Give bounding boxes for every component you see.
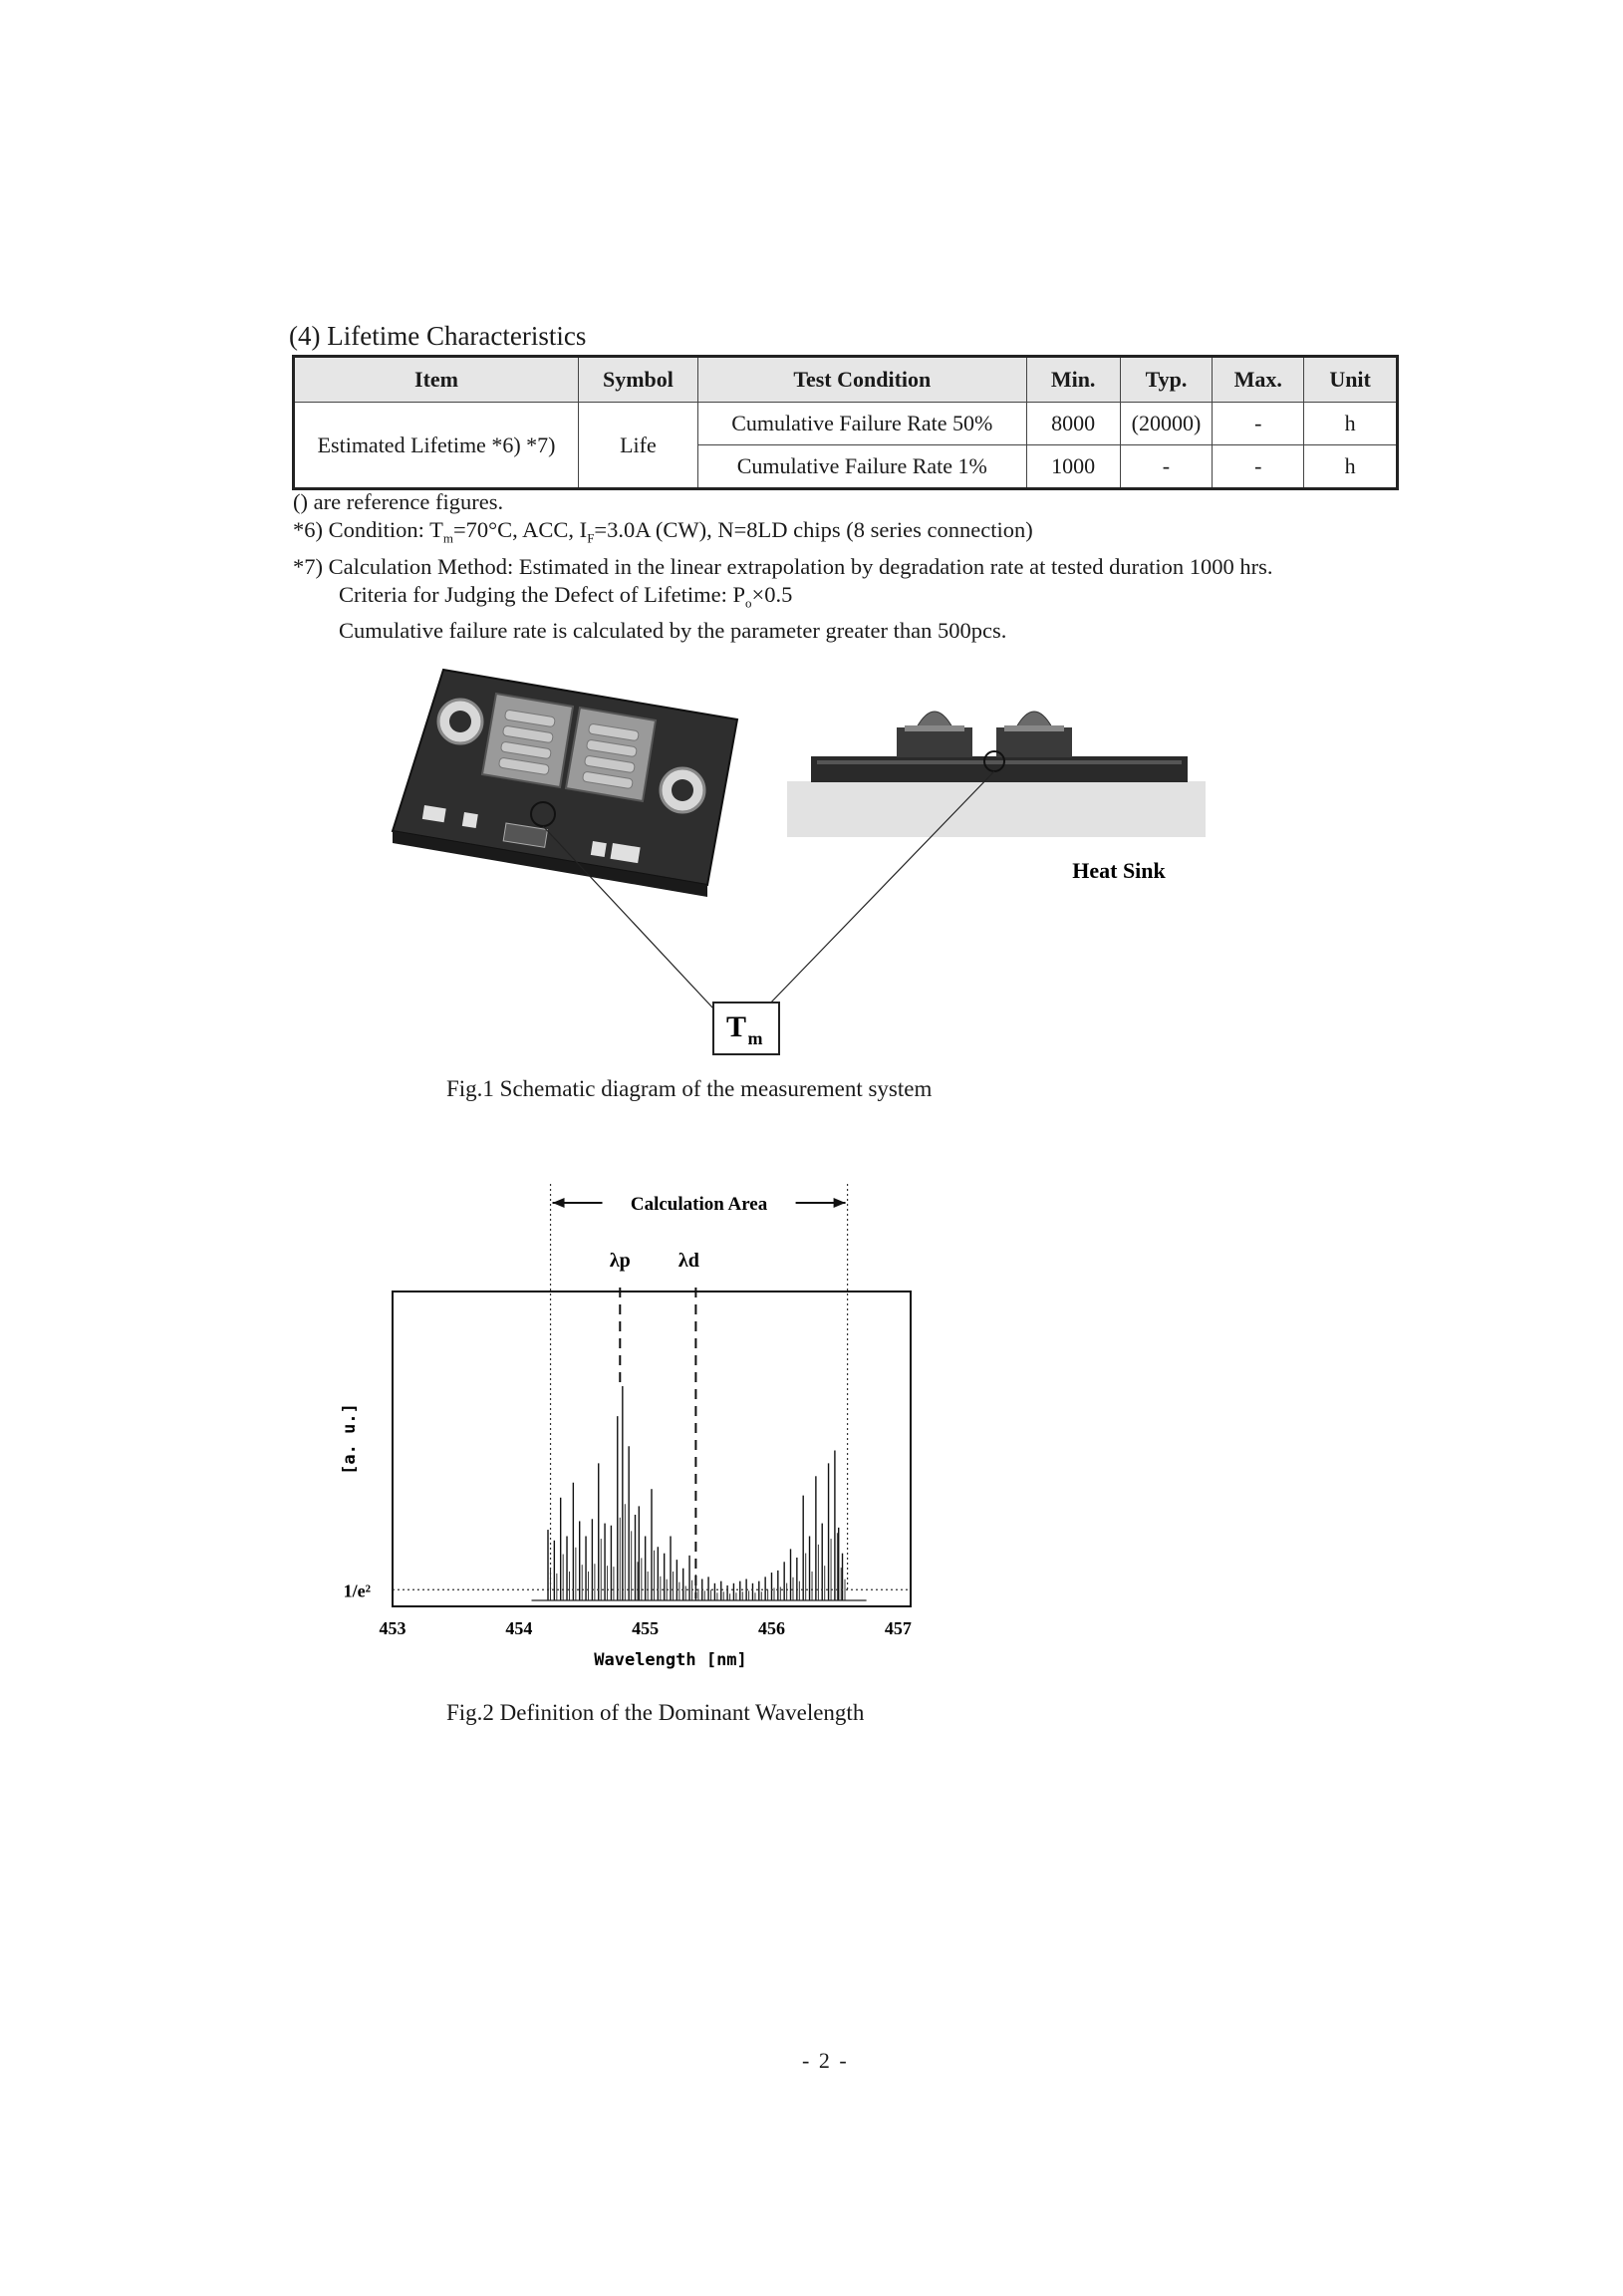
note-6: *6) Condition: $T_m=70^\circ C$, ACC, $I_F=3.0A$ (CW), N=8LD chips (8 series connection) bbox=[293, 517, 1033, 546]
note-criteria: Criteria for Judging the Defect of Lifetime: $P_o\times 0.5$ bbox=[339, 581, 793, 610]
note-reference: () are reference figures. bbox=[293, 489, 504, 514]
fig2-caption: Fig.2 Definition of the Dominant Wavelength bbox=[446, 1700, 865, 1725]
calc-area-arrowhead-left bbox=[553, 1198, 565, 1208]
note-cumulative: Cumulative failure rate is calculated by the parameter greater than 500pcs. bbox=[339, 618, 1007, 643]
table-row bbox=[294, 403, 1398, 445]
header-min: Min. bbox=[1026, 357, 1120, 403]
x-tick-label-1: 454 bbox=[505, 1618, 533, 1638]
x-tick-label-2: 455 bbox=[632, 1618, 660, 1638]
y-marker-label: 1/e² bbox=[343, 1580, 371, 1601]
cell-item: Estimated Lifetime *6) *7) bbox=[294, 403, 579, 489]
x-axis-label: Wavelength [nm] bbox=[594, 1650, 747, 1670]
header-symbol: Symbol bbox=[579, 357, 698, 403]
cell-min: 8000 bbox=[1026, 403, 1120, 445]
lambda-d-label: λd bbox=[677, 1250, 699, 1272]
calculation-area-label: Calculation Area bbox=[630, 1194, 768, 1215]
x-tick-label-4: 457 bbox=[884, 1618, 912, 1638]
tm-label: T bbox=[725, 1010, 747, 1043]
y-axis-label: [a. u.] bbox=[340, 1403, 360, 1475]
cell-max: - bbox=[1213, 403, 1304, 445]
note-7: *7) Calculation Method: Estimated in the linear extrapolation by degradation rate at tested duration 1000 hrs. bbox=[293, 553, 1273, 579]
section-title: (4) Lifetime Characteristics bbox=[289, 321, 587, 351]
side-view-package bbox=[787, 712, 1206, 837]
ld-package-photo bbox=[393, 670, 737, 897]
lifetime-table bbox=[292, 355, 1399, 490]
header-max: Max. bbox=[1213, 357, 1304, 403]
header-item: Item bbox=[294, 357, 579, 403]
cell-unit: h bbox=[1304, 445, 1398, 489]
cell-typ: (20000) bbox=[1120, 403, 1213, 445]
fig2-spectrum-chart bbox=[319, 1176, 956, 1674]
table-header-row bbox=[294, 357, 1398, 403]
header-typ: Typ. bbox=[1120, 357, 1213, 403]
header-unit: Unit bbox=[1304, 357, 1398, 403]
x-tick-labels bbox=[380, 1618, 912, 1638]
cell-max: - bbox=[1213, 445, 1304, 489]
cell-typ: - bbox=[1120, 445, 1213, 489]
cell-symbol: Life bbox=[579, 403, 698, 489]
x-tick-label-0: 453 bbox=[379, 1618, 406, 1638]
lambda-p-label: λp bbox=[609, 1250, 631, 1272]
header-test-condition: Test Condition bbox=[697, 357, 1026, 403]
fig1-caption: Fig.1 Schematic diagram of the measurement system bbox=[446, 1076, 933, 1101]
calc-area-arrowhead-right bbox=[834, 1198, 846, 1208]
spectrum-peaks bbox=[532, 1386, 867, 1600]
cell-unit: h bbox=[1304, 403, 1398, 445]
x-tick-label-3: 456 bbox=[757, 1618, 785, 1638]
notes-block bbox=[293, 488, 1272, 645]
page-number: - 2 - bbox=[802, 2048, 849, 2073]
cell-min: 1000 bbox=[1026, 445, 1120, 489]
cell-condition: Cumulative Failure Rate 1% bbox=[697, 445, 1026, 489]
cell-condition: Cumulative Failure Rate 50% bbox=[697, 403, 1026, 445]
tm-subscript: m bbox=[747, 1028, 763, 1048]
fig1-schematic bbox=[379, 658, 1245, 1076]
heat-sink-label: Heat Sink bbox=[1072, 858, 1166, 883]
